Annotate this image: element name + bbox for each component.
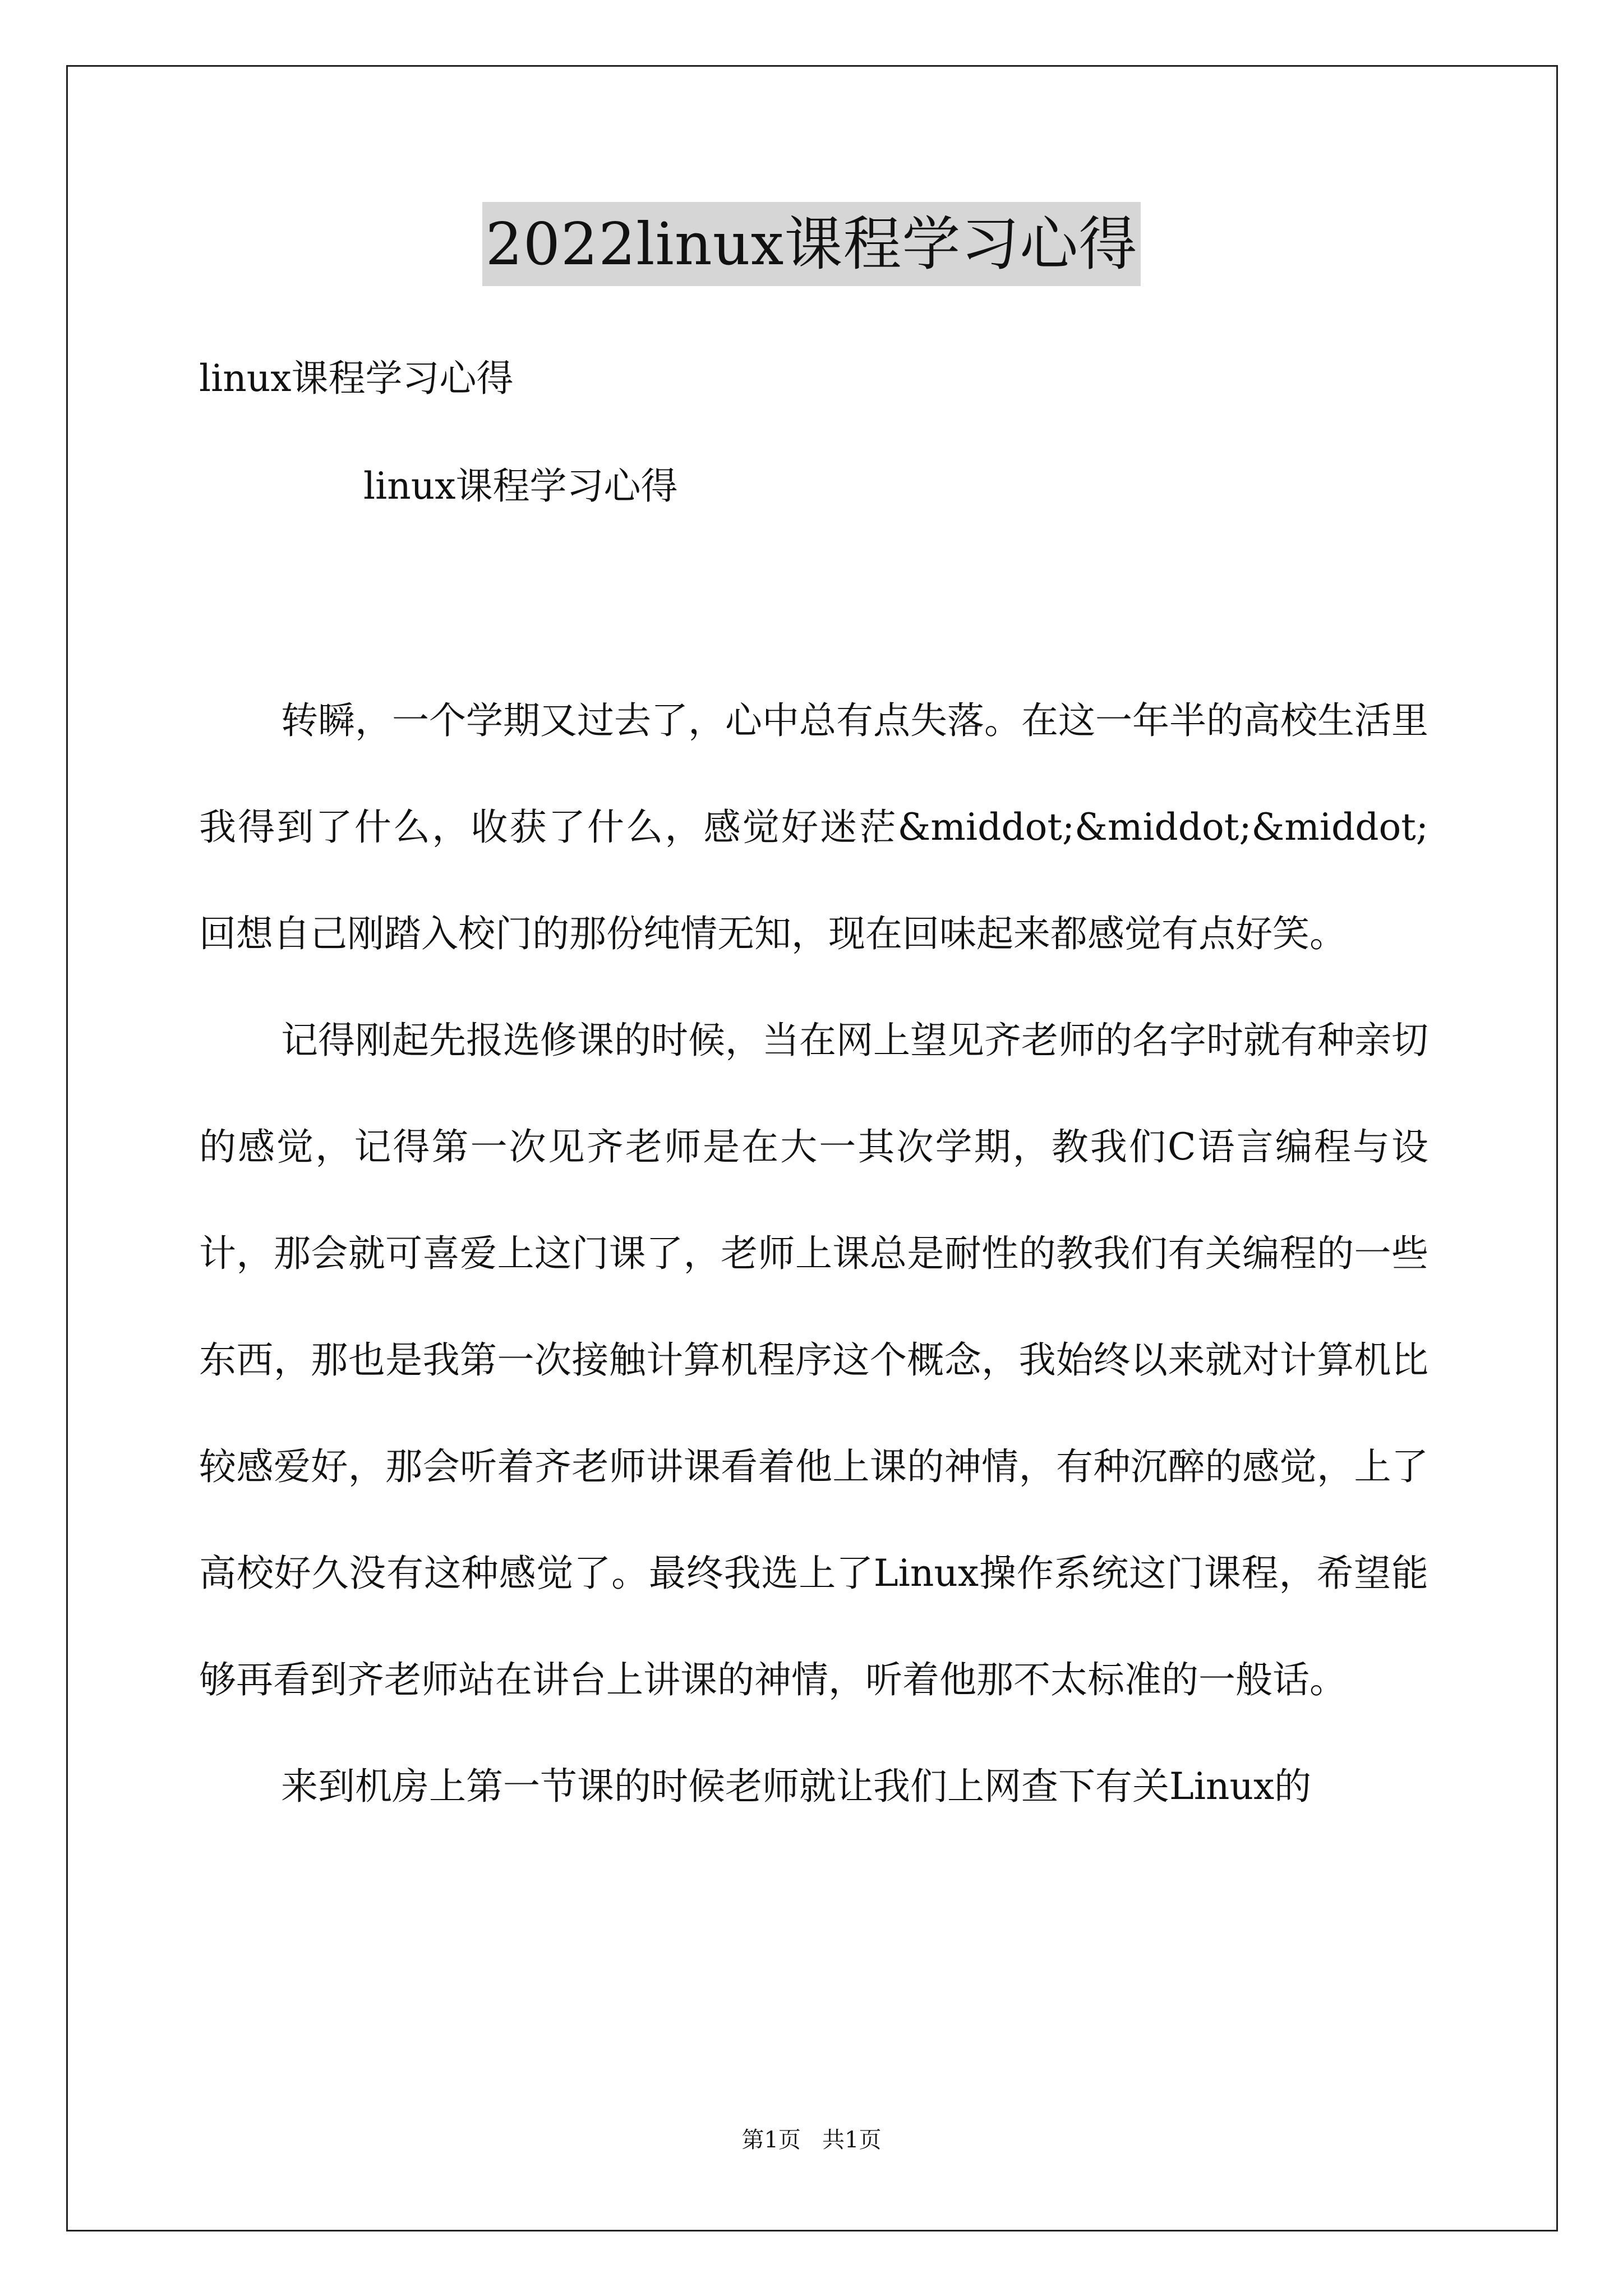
- subtitle-line-2: linux课程学习心得: [363, 464, 678, 508]
- paragraph-1: 转瞬，一个学期又过去了，心中总有点失落。在这一年半的高校生活里我得到了什么，收获了什么，感觉好迷茫&middot;&middot;&middot;回想自己刚踏入校门的那份纯情无知，现在回味起来都感觉有点好笑。: [199, 699, 1428, 955]
- subtitle-line-1: linux课程学习心得: [199, 357, 514, 400]
- page-number-footer: 第1页 共1页: [741, 2127, 882, 2153]
- document-title-text: 2022linux课程学习心得: [482, 202, 1141, 286]
- paragraph-3: 来到机房上第一节课的时候老师就让我们上网查下有关Linux的: [281, 1765, 1312, 1808]
- document-title: [0, 202, 1623, 286]
- paragraph-2: 记得刚起先报选修课的时候，当在网上望见齐老师的名字时就有种亲切的感觉，记得第一次见齐老师是在大一其次学期，教我们C语言编程与设计，那会就可喜爱上这门课了，老师上课总是耐性的教我们有关编程的一些东西，那也是我第一次接触计算机程序这个概念，我始终以来就对计算机比较感爱好，那会听着齐老师讲课看着他上课的神情，有种沉醉的感觉，上了高校好久没有这种感觉了。最终我选上了Linux操作系统这门课程，希望能够再看到齐老师站在讲台上讲课的神情，听着他那不太标准的一般话。: [199, 1019, 1428, 1701]
- body-text: [199, 668, 1428, 1840]
